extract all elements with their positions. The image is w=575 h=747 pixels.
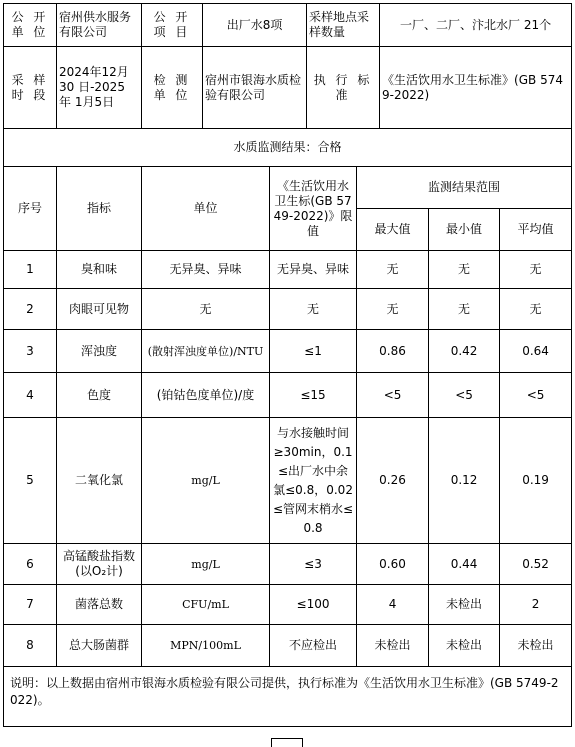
table-row <box>4 330 572 373</box>
row-min: 0.12 <box>429 418 500 544</box>
row-unit: 无 <box>142 289 270 330</box>
row-max: 未检出 <box>357 625 429 667</box>
sample-period-value: 2024年12月 30 日-2025 年 1月5日 <box>57 47 142 129</box>
row-indicator: 总大肠菌群 <box>57 625 142 667</box>
row-unit: CFU/mL <box>142 585 270 625</box>
column-header-row-1 <box>4 167 572 209</box>
publish-unit-value: 宿州供水服务有限公司 <box>57 4 142 47</box>
row-max: 0.86 <box>357 330 429 373</box>
row-unit: MPN/100mL <box>142 625 270 667</box>
standard-label: 执 行 标 准 <box>307 47 380 129</box>
col-unit: 单位 <box>142 167 270 251</box>
row-no: 1 <box>4 251 57 289</box>
row-min: 无 <box>429 289 500 330</box>
page-footer-mark <box>271 738 303 747</box>
row-unit: (散射浑浊度单位)/NTU <box>142 330 270 373</box>
row-avg: 未检出 <box>500 625 572 667</box>
row-min: 0.42 <box>429 330 500 373</box>
row-min: 无 <box>429 251 500 289</box>
row-unit: mg/L <box>142 418 270 544</box>
table-row <box>4 418 572 544</box>
row-max: 无 <box>357 251 429 289</box>
row-indicator: 臭和味 <box>57 251 142 289</box>
row-limit: 无 <box>270 289 357 330</box>
test-org-label: 检 测 单 位 <box>142 47 203 129</box>
row-indicator: 色度 <box>57 373 142 418</box>
col-limit: 《生活饮用水卫生标(GB 5749-2022)》限值 <box>270 167 357 251</box>
table-row <box>4 585 572 625</box>
row-avg: 0.52 <box>500 544 572 585</box>
table-row <box>4 625 572 667</box>
row-min: 未检出 <box>429 585 500 625</box>
sample-count-value: 一厂、二厂、汴北水厂 21个 <box>380 4 572 47</box>
row-limit: 不应检出 <box>270 625 357 667</box>
table-row <box>4 373 572 418</box>
row-no: 2 <box>4 289 57 330</box>
row-indicator: 菌落总数 <box>57 585 142 625</box>
publish-item-value: 出厂水8项 <box>203 4 307 47</box>
row-min: 0.44 <box>429 544 500 585</box>
row-indicator: 二氧化氯 <box>57 418 142 544</box>
row-limit: ≤15 <box>270 373 357 418</box>
row-unit: mg/L <box>142 544 270 585</box>
note-row <box>4 667 572 727</box>
col-indicator: 指标 <box>57 167 142 251</box>
table-row <box>4 289 572 330</box>
row-avg: <5 <box>500 373 572 418</box>
row-min: 未检出 <box>429 625 500 667</box>
water-quality-table <box>3 3 572 727</box>
publish-item-label: 公 开 项 目 <box>142 4 203 47</box>
row-no: 4 <box>4 373 57 418</box>
row-max: 无 <box>357 289 429 330</box>
row-no: 5 <box>4 418 57 544</box>
test-org-value: 宿州市银海水质检验有限公司 <box>203 47 307 129</box>
publish-unit-label: 公 开 单 位 <box>4 4 57 47</box>
col-max: 最大值 <box>357 209 429 251</box>
header-row-1 <box>4 4 572 47</box>
col-min: 最小值 <box>429 209 500 251</box>
row-max: 0.60 <box>357 544 429 585</box>
row-limit: 与水接触时间≥30min，0.1≤出厂水中余氯≤0.8，0.02≤管网末梢水≤0.8 <box>270 418 357 544</box>
header-row-2 <box>4 47 572 129</box>
row-min: <5 <box>429 373 500 418</box>
col-no: 序号 <box>4 167 57 251</box>
row-avg: 无 <box>500 251 572 289</box>
sample-period-label: 采 样 时 段 <box>4 47 57 129</box>
result-title-row <box>4 129 572 167</box>
row-unit: 无异臭、异味 <box>142 251 270 289</box>
sample-count-label: 采样地点采样数量 <box>307 4 380 47</box>
note-text: 说明：以上数据由宿州市银海水质检验有限公司提供，执行标准为《生活饮用水卫生标准》(GB 5749-2022)。 <box>4 667 572 727</box>
row-no: 7 <box>4 585 57 625</box>
table-row <box>4 251 572 289</box>
row-indicator: 肉眼可见物 <box>57 289 142 330</box>
row-limit: ≤100 <box>270 585 357 625</box>
col-avg: 平均值 <box>500 209 572 251</box>
row-avg: 0.19 <box>500 418 572 544</box>
result-title: 水质监测结果：合格 <box>4 129 572 167</box>
row-limit: 无异臭、异味 <box>270 251 357 289</box>
row-avg: 0.64 <box>500 330 572 373</box>
row-no: 6 <box>4 544 57 585</box>
col-range: 监测结果范围 <box>357 167 572 209</box>
row-avg: 2 <box>500 585 572 625</box>
row-indicator: 高锰酸盐指数(以O₂计) <box>57 544 142 585</box>
table-row <box>4 544 572 585</box>
row-max: 4 <box>357 585 429 625</box>
row-max: 0.26 <box>357 418 429 544</box>
row-limit: ≤1 <box>270 330 357 373</box>
row-limit: ≤3 <box>270 544 357 585</box>
row-no: 8 <box>4 625 57 667</box>
row-max: <5 <box>357 373 429 418</box>
row-no: 3 <box>4 330 57 373</box>
standard-value: 《生活饮用水卫生标准》(GB 5749-2022) <box>380 47 572 129</box>
row-unit: (铂钴色度单位)/度 <box>142 373 270 418</box>
row-avg: 无 <box>500 289 572 330</box>
row-indicator: 浑浊度 <box>57 330 142 373</box>
